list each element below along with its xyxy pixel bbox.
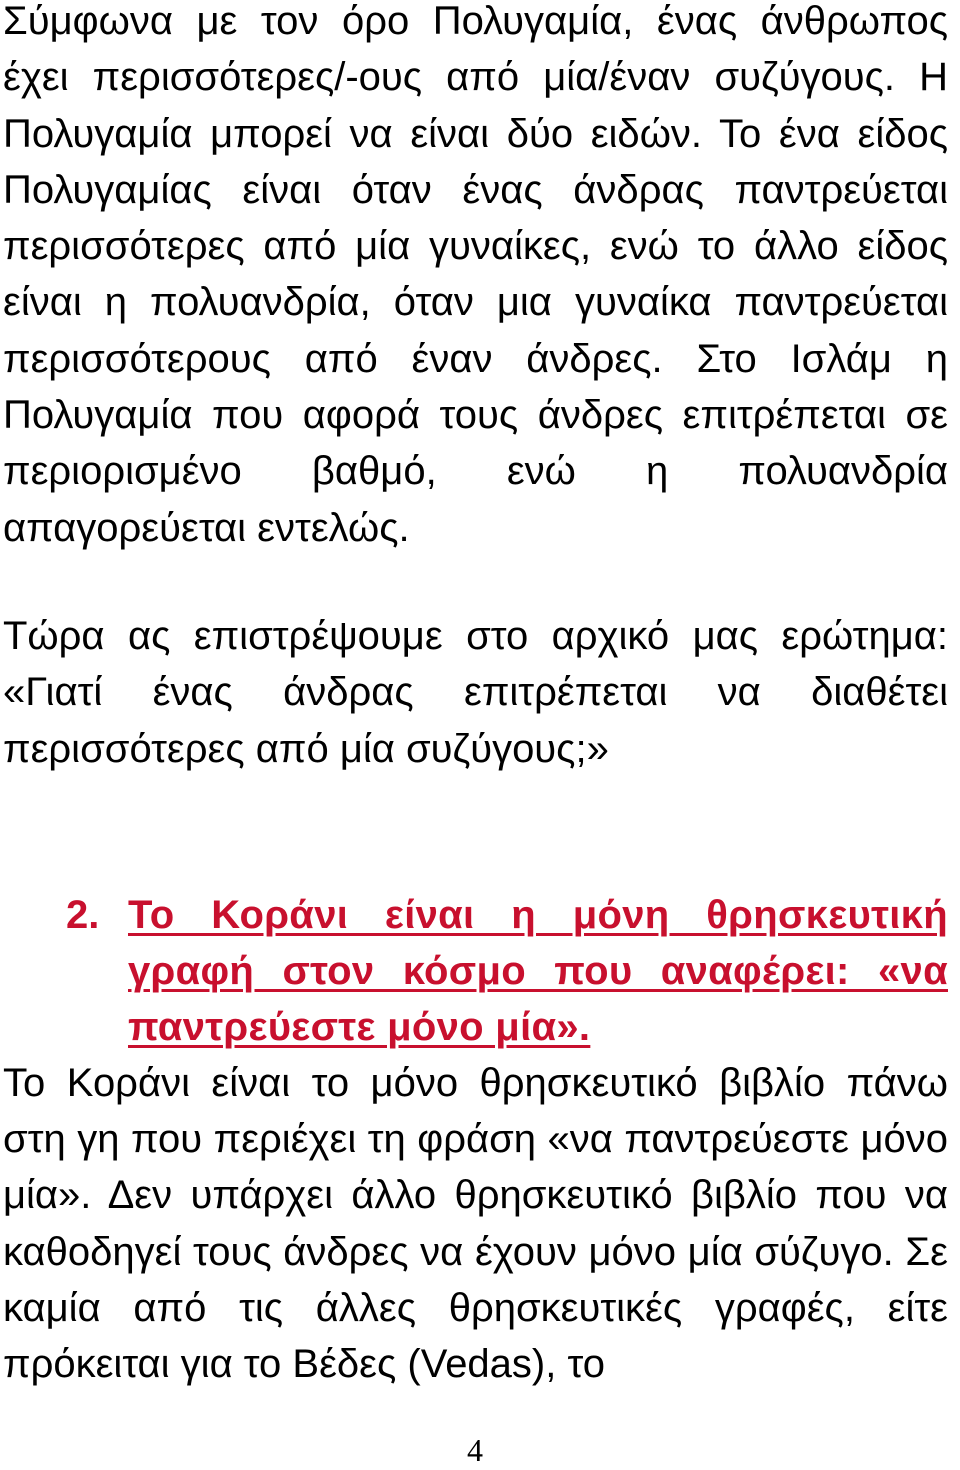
heading-number: 2. (66, 892, 100, 937)
paragraph-polygamy-definition: Σύμφωνα με τον όρο Πολυγαμία, ένας άνθρωπος έχει περισσότερες/-ους από μία/έναν συζύγους. Η Πολυγαμία μπορεί να είναι δύο ειδών. Το ένα είδος Πολυγαμίας είναι όταν ένας άνδρας παντρεύεται περισσότερες από μία γυναίκες, ενώ το άλλο είδος είναι η πολυανδρία, όταν μια γυναίκα παντρεύεται περισσότερους από έναν άνδρες. Στο Ισλάμ η Πολυγαμία που αφορά τους άνδρες επιτρέπεται σε περιορισμένο βαθμό, ενώ η πολυανδρία απαγορεύεται εντελώς. (3, 0, 948, 550)
paragraph-quran: Το Κοράνι είναι το μόνο θρησκευτικό βιβλίο πάνω στη γη που περιέχει τη φράση «να παντρεύεστε μόνο μία». Δεν υπάρχει άλλο θρησκευτικό βιβλίο που να καθοδηγεί τους άνδρες να έχουν μόνο μία σύζυγο. Σε καμία από τις άλλες θρησκευτικές γραφές, είτε πρόκειται για το Βέδες (Vedas), το (3, 1060, 948, 1387)
paragraph-question: Τώρα ας επιστρέψουμε στο αρχικό μας ερώτημα: «Γιατί ένας άνδρας επιτρέπεται να διαθέτει περισσότερες από μία συζύγους;» (3, 613, 948, 771)
page-number: 4 (467, 1432, 483, 1468)
section-heading (3, 887, 948, 1055)
heading-text: Το Κοράνι είναι η μόνη θρησκευτική γραφή στον κόσμο που αναφέρει: «να παντρεύεστε μόνο μία». (128, 892, 948, 1049)
